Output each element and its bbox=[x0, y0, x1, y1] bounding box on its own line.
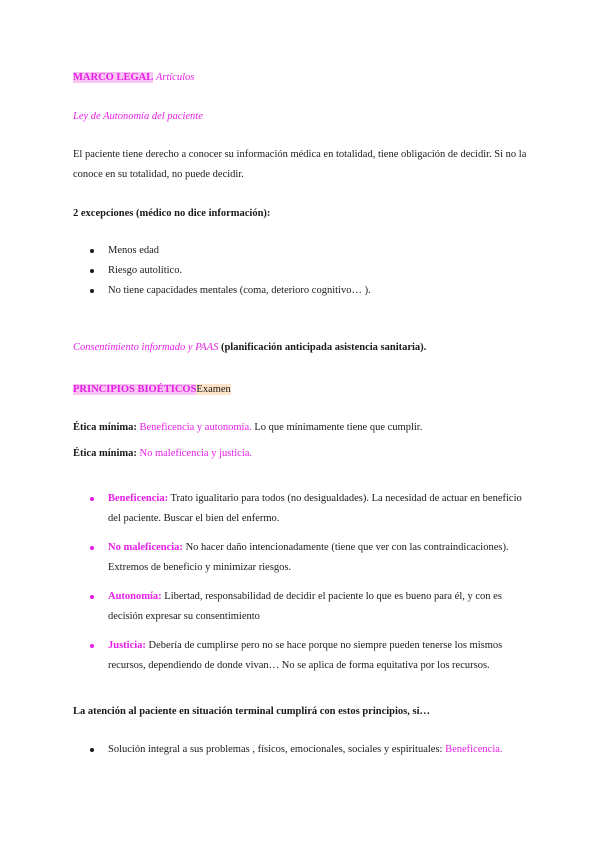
list-item: No maleficencia: No hacer daño intencionadamente (tiene que ver con las contraindicaciones). Extremos de beneficio y minimizar riesgos. bbox=[73, 538, 530, 578]
articulos-label: Artículos bbox=[155, 72, 195, 83]
atencion-list bbox=[73, 740, 530, 760]
list-item: Menos edad bbox=[73, 241, 530, 261]
principios-list bbox=[73, 489, 530, 685]
principios-heading bbox=[73, 380, 530, 400]
etica-minima-2: Ética mínima: No maleficencia y justicia. bbox=[73, 448, 253, 459]
excepciones-list bbox=[73, 241, 530, 301]
paas-desc: (planificación anticipada asistencia sanitaria). bbox=[220, 342, 427, 353]
bullet-icon bbox=[90, 595, 94, 599]
consentimiento-title: Consentimiento informado y PAAS bbox=[73, 342, 219, 353]
consentimiento-line bbox=[73, 338, 530, 358]
marco-legal-heading bbox=[73, 68, 530, 88]
list-item: Justicia: Debería de cumplirse pero no se hace porque no siempre pueden tenerse los mismos recursos, dependiendo de donde vivan… No se aplica de forma equitativa por los recursos. bbox=[73, 636, 530, 676]
etica-minima-1: Ética mínima: Beneficencia y autonomía. Lo que mínimamente tiene que cumplir. bbox=[73, 422, 423, 433]
bullet-icon bbox=[90, 546, 94, 550]
atencion-heading: La atención al paciente en situación terminal cumplirá con estos principios, si… bbox=[73, 706, 430, 717]
ley-autonomia-title: Ley de Autonomía del paciente bbox=[73, 111, 203, 122]
examen-label: Examen bbox=[196, 384, 231, 395]
bullet-icon bbox=[90, 249, 94, 253]
principios-title: PRINCIPIOS BIOÉTICOS bbox=[73, 384, 197, 395]
list-item: Autonomía: Libertad, responsabilidad de decidir el paciente lo que es bueno para él, y con es decisión expresar su consentimiento bbox=[73, 587, 530, 627]
bullet-icon bbox=[90, 289, 94, 293]
paragraph-derecho: El paciente tiene derecho a conocer su información médica en totalidad, tiene obligación de decidir. Si no la conoce en su totalidad, no puede decidir. bbox=[73, 149, 527, 180]
list-item: Beneficencia: Trato igualitario para todos (no desigualdades). La necesidad de actuar en beneficio del paciente. Buscar el bien del enfermo. bbox=[73, 489, 530, 529]
list-item: Riesgo autolítico. bbox=[73, 261, 530, 281]
list-item: No tiene capacidades mentales (coma, deterioro cognitivo… ). bbox=[73, 281, 530, 301]
list-item: Solución integral a sus problemas , físicos, emocionales, sociales y espirituales: Beneficencia. bbox=[73, 740, 530, 760]
bullet-icon bbox=[90, 497, 94, 501]
bullet-icon bbox=[90, 644, 94, 648]
bullet-icon bbox=[90, 748, 94, 752]
bullet-icon bbox=[90, 269, 94, 273]
excepciones-heading: 2 excepciones (médico no dice información): bbox=[73, 208, 271, 219]
marco-legal-title: MARCO LEGAL bbox=[73, 72, 154, 83]
